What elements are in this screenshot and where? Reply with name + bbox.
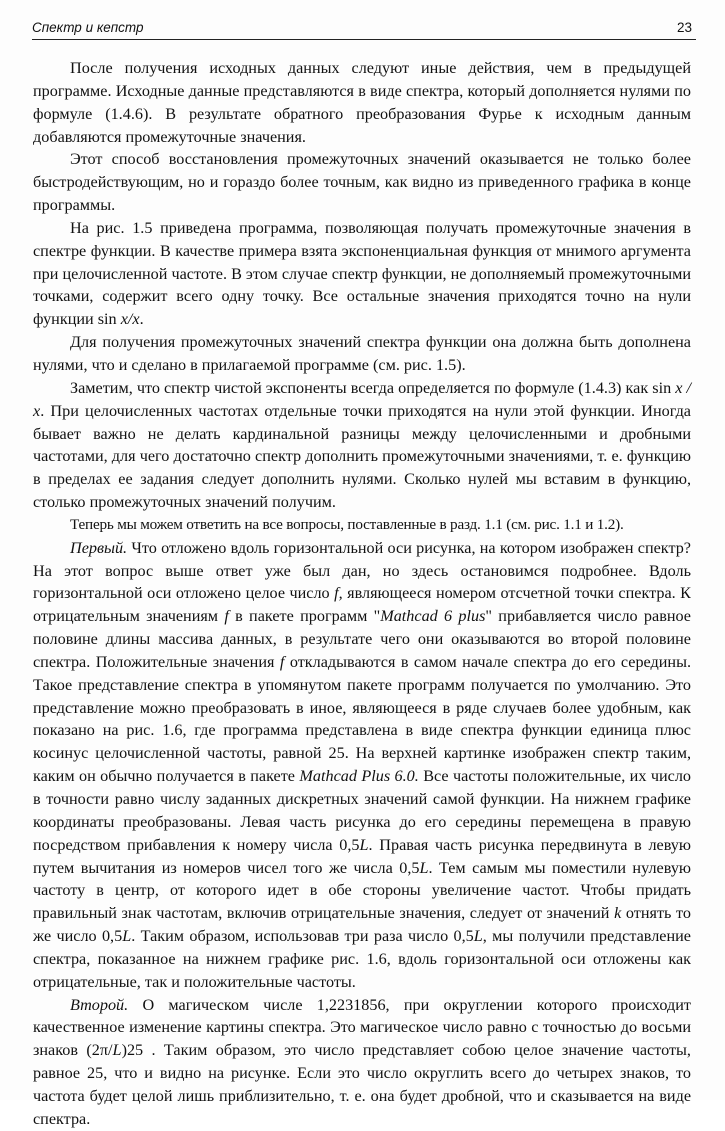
paragraph: После получения исходных данных следуют иные действия, чем в предыдущей программе. Исходные данные представляются в виде спектра, который дополняется нулями по формуле (1.4.6). В результате обратного преобразования Фурье к исходным данным добавляются промежуточные значения. [33,59,691,146]
paragraph: Первый. Что отложено вдоль горизонтальной оси рисунка, на котором изображен спектр? На этот вопрос выше ответ уже был дан, но здесь остановимся подробнее. Вдоль горизонтальной оси отложено целое число f, являющееся номером отсчетной точки спектра. К отрицательным значениям f в пакете программ "Mathcad 6 plus" прибавляется число равное половине длины массива данных, в результате чего они оказываются во второй половине спектра. Положительные значения f откладываются в самом начале спектра до его середины. Такое представление спектра в упомянутом пакете программ получается по умолчанию. Это представление можно преобразовать в иное, являющееся в ряде случаев более удобным, как показано на рис. 1.6, где программа представлена в виде спектра функции единица плюс косинус целочисленной частоты, равной 25. На верхней картинке изображен спектр таким, каким он обычно получается в пакете Mathcad Plus 6.0. Все частоты положительные, их число в точности равно числу заданных дискретных значений самой функции. На нижнем графике координаты преобразованы. Левая часть рисунка до его середины перемещена в правую посредством прибавления к номеру числа 0,5L. Правая часть рисунка передвинута в левую путем вычитания из номеров чисел того же числа 0,5L. Тем самым мы поместили нулевую частоту в центр, от которого идет в обе стороны увеличение частот. Чтобы придать правильный знак частотам, включив отрицательные значения, следует от значений k отнять то же число 0,5L. Таким образом, использовав три раза число 0,5L, мы получили представление спектра, показанное на нижнем графике рис. 1.6, вдоль горизонтальной оси отложены как отрицательные, так и положительные частоты. [33,538,692,991]
running-title: Спектр и кепстр [32,20,144,35]
paragraph: На рис. 1.5 приведена программа, позволяющая получать промежуточные значения в спектре функции. В качестве примера взята экспоненциальная функция от мнимого аргумента при целочисленной частоте. В этом случае спектр функции, не дополняемый промежуточными точками, содержит всего одну точку. Все остальные значения приходятся точно на нули функции sin x/x. [33,218,691,329]
paragraph: Теперь мы можем ответить на все вопросы, поставленные в разд. 1.1 (см. рис. 1.1 и 1.2). [70,515,624,533]
paragraph: Для получения промежуточных значений спектра функции она должна быть дополнена нулями, что и сделано в прилагаемой программе (см. рис. 1.5). [33,333,691,374]
body-text [33,57,691,1131]
paragraph-lead: Второй. [70,995,129,1014]
header-rule [32,39,696,40]
paragraph: Этот способ восстановления промежуточных значений оказывается не только более быстродействующим, но и гораздо более точным, как видно из приведенного графика в конце программы. [33,150,691,215]
page-number: 23 [676,20,692,35]
paragraph-lead: Первый. [70,538,128,557]
paragraph: Заметим, что спектр чистой экспоненты всегда определяется по формуле (1.4.3) как sin x / x. При целочисленных частотах отдельные точки приходятся на нули этой функции. Иногда бывает важно не делать кардинальной разницы между целочисленными и дробными частотами, для чего достаточно спектр дополнить промежуточными значениями, т. е. функцию в пределах ее задания следует дополнить нулями. Сколько нулей мы вставим в функцию, столько промежуточных значений получим. [33,378,691,512]
paragraph: Второй. О магическом числе 1,2231856, при округлении которого происходит качественное изменение картины спектра. Это магическое число равно с точностью до восьми знаков (2π/L)25 . Таким образом, это число представляет собою целое значение частоты, равное 25, что и видно на рисунке. Если это число округлить всего до четырех знаков, то частота будет целой лишь приблизительно, т. е. она будет дробной, что и сказывается на виде спектра. [33,995,691,1128]
running-header [32,16,696,40]
